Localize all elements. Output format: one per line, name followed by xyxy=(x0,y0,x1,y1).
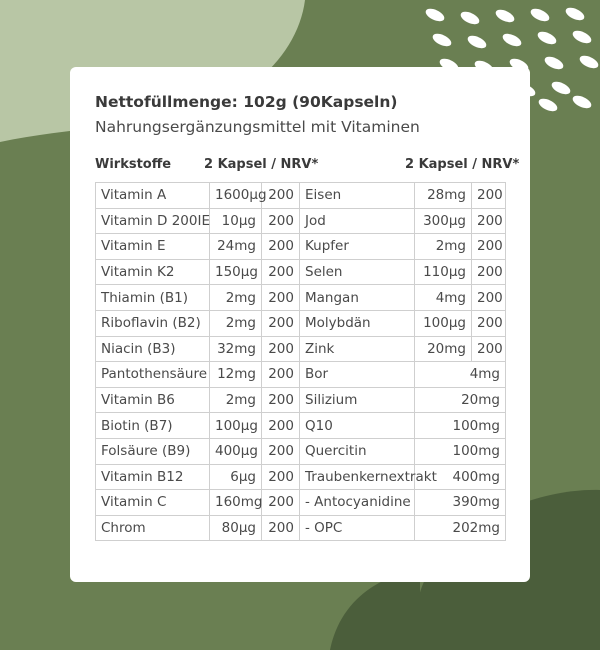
table-row xyxy=(96,490,506,516)
dot-shape xyxy=(550,79,572,97)
nutrient-table xyxy=(95,182,506,541)
ingredient-nrv: 200 xyxy=(472,208,506,234)
ingredient-amount: 32mg xyxy=(210,336,262,362)
ingredient-amount: 4mg xyxy=(415,362,506,388)
ingredient-amount: 100mg xyxy=(415,438,506,464)
ingredient-amount: 202mg xyxy=(415,515,506,541)
ingredient-amount: 2mg xyxy=(210,310,262,336)
ingredient-nrv: 200 xyxy=(262,336,300,362)
ingredient-name: Thiamin (B1) xyxy=(96,285,210,311)
ingredient-nrv: 200 xyxy=(262,285,300,311)
ingredient-nrv: 200 xyxy=(472,183,506,209)
dot-shape xyxy=(564,5,586,23)
table-row xyxy=(96,413,506,439)
ingredient-name: Vitamin B12 xyxy=(96,464,210,490)
table-row xyxy=(96,515,506,541)
dot-shape xyxy=(537,96,559,114)
dot-shape xyxy=(543,54,565,72)
header-active-ingredients: Wirkstoffe xyxy=(95,157,172,172)
dot-shape xyxy=(431,31,453,49)
ingredient-name: Vitamin C xyxy=(96,490,210,516)
ingredient-amount: 4mg xyxy=(415,285,472,311)
ingredient-name: Vitamin A xyxy=(96,183,210,209)
ingredient-nrv: 200 xyxy=(262,387,300,413)
table-row xyxy=(96,183,506,209)
dot-shape xyxy=(424,6,446,24)
nutrition-card xyxy=(70,67,530,582)
dot-shape xyxy=(466,33,488,51)
ingredient-name: - Antocyanidine xyxy=(300,490,415,516)
ingredient-amount: 20mg xyxy=(415,336,472,362)
ingredient-nrv: 200 xyxy=(262,310,300,336)
ingredient-amount: 110µg xyxy=(415,259,472,285)
ingredient-name: - OPC xyxy=(300,515,415,541)
ingredient-name: Vitamin D 200IE xyxy=(96,208,210,234)
ingredient-name: Q10 xyxy=(300,413,415,439)
table-row xyxy=(96,464,506,490)
ingredient-nrv: 200 xyxy=(472,259,506,285)
ingredient-nrv: 200 xyxy=(262,259,300,285)
ingredient-name: Niacin (B3) xyxy=(96,336,210,362)
ingredient-amount: 80µg xyxy=(210,515,262,541)
ingredient-name: Silizium xyxy=(300,387,415,413)
card-title: Nettofüllmenge: 102g (90Kapseln) xyxy=(95,93,398,111)
ingredient-amount: 10µg xyxy=(210,208,262,234)
ingredient-amount: 28mg xyxy=(415,183,472,209)
dot-shape xyxy=(571,93,593,111)
ingredient-name: Biotin (B7) xyxy=(96,413,210,439)
ingredient-name: Quercitin xyxy=(300,438,415,464)
dot-shape xyxy=(501,31,523,49)
ingredient-nrv: 200 xyxy=(262,490,300,516)
ingredient-nrv: 200 xyxy=(472,310,506,336)
ingredient-nrv: 200 xyxy=(472,336,506,362)
ingredient-name: Vitamin B6 xyxy=(96,387,210,413)
table-row xyxy=(96,387,506,413)
ingredient-name: Molybdän xyxy=(300,310,415,336)
ingredient-nrv: 200 xyxy=(472,234,506,260)
table-row xyxy=(96,362,506,388)
table-row xyxy=(96,336,506,362)
table-row xyxy=(96,438,506,464)
ingredient-nrv: 200 xyxy=(472,285,506,311)
ingredient-amount: 100µg xyxy=(210,413,262,439)
ingredient-amount: 2mg xyxy=(210,387,262,413)
dot-shape xyxy=(494,7,516,25)
dot-shape xyxy=(536,29,558,47)
table-row xyxy=(96,259,506,285)
ingredient-name: Eisen xyxy=(300,183,415,209)
table-row xyxy=(96,285,506,311)
table-row xyxy=(96,208,506,234)
ingredient-nrv: 200 xyxy=(262,208,300,234)
ingredient-nrv: 200 xyxy=(262,413,300,439)
ingredient-amount: 12mg xyxy=(210,362,262,388)
ingredient-name: Jod xyxy=(300,208,415,234)
ingredient-nrv: 200 xyxy=(262,183,300,209)
ingredient-name: Kupfer xyxy=(300,234,415,260)
ingredient-nrv: 200 xyxy=(262,362,300,388)
dot-shape xyxy=(529,6,551,24)
ingredient-amount: 300µg xyxy=(415,208,472,234)
ingredient-amount: 390mg xyxy=(415,490,506,516)
table-row xyxy=(96,234,506,260)
ingredient-nrv: 200 xyxy=(262,464,300,490)
ingredient-name: Mangan xyxy=(300,285,415,311)
ingredient-nrv: 200 xyxy=(262,515,300,541)
dot-shape xyxy=(459,9,481,27)
ingredient-amount: 100mg xyxy=(415,413,506,439)
ingredient-name: Riboflavin (B2) xyxy=(96,310,210,336)
ingredient-amount: 400mg xyxy=(415,464,506,490)
ingredient-amount: 150µg xyxy=(210,259,262,285)
ingredient-name: Chrom xyxy=(96,515,210,541)
ingredient-amount: 2mg xyxy=(415,234,472,260)
ingredient-name: Selen xyxy=(300,259,415,285)
table-row xyxy=(96,310,506,336)
ingredient-amount: 20mg xyxy=(415,387,506,413)
card-subtitle: Nahrungsergänzungsmittel mit Vitaminen xyxy=(95,118,420,136)
ingredient-name: Traubenkernextrakt xyxy=(300,464,415,490)
ingredient-amount: 100µg xyxy=(415,310,472,336)
ingredient-amount: 1600µg xyxy=(210,183,262,209)
ingredient-name: Vitamin K2 xyxy=(96,259,210,285)
ingredient-nrv: 200 xyxy=(262,234,300,260)
ingredient-amount: 160mg xyxy=(210,490,262,516)
ingredient-amount: 6µg xyxy=(210,464,262,490)
ingredient-name: Bor xyxy=(300,362,415,388)
ingredient-name: Zink xyxy=(300,336,415,362)
ingredient-amount: 400µg xyxy=(210,438,262,464)
ingredient-name: Pantothensäure xyxy=(96,362,210,388)
ingredient-name: Folsäure (B9) xyxy=(96,438,210,464)
dot-shape xyxy=(578,53,600,71)
dark-blob-shape-small xyxy=(330,570,420,650)
ingredient-amount: 2mg xyxy=(210,285,262,311)
header-dose-right: 2 Kapsel / NRV* xyxy=(405,157,520,172)
ingredient-name: Vitamin E xyxy=(96,234,210,260)
ingredient-nrv: 200 xyxy=(262,438,300,464)
header-dose-left: 2 Kapsel / NRV* xyxy=(204,157,319,172)
dot-shape xyxy=(571,28,593,46)
ingredient-amount: 24mg xyxy=(210,234,262,260)
